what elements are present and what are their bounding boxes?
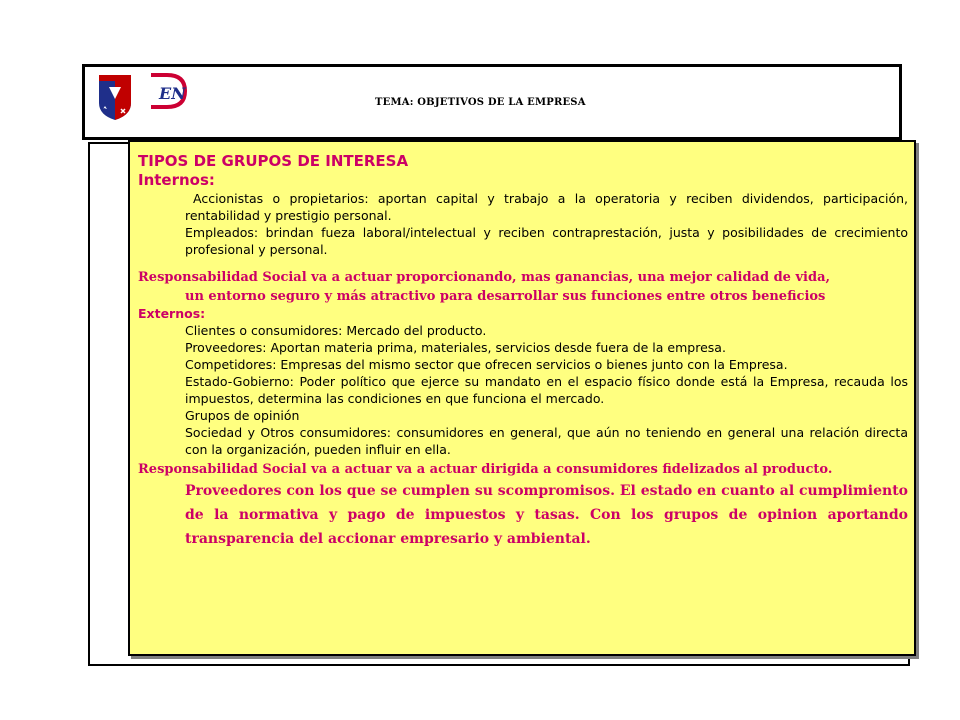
content-body xyxy=(138,152,908,551)
resp1-line1: Responsabilidad Social va a actuar proporcionando, mas ganancias, una mejor calidad de vida, xyxy=(138,270,831,285)
svg-text:EN: EN xyxy=(159,84,186,103)
responsabilidad-internos xyxy=(138,268,908,306)
school-shield-logo xyxy=(97,73,133,121)
content-box xyxy=(128,140,916,656)
internos-item-accionistas: Accionistas o propietarios: aportan capital y trabajo a la operatoria y reciben dividendos, participación, rentabilidad y prestigio personal. xyxy=(185,191,908,223)
externos-item-sociedad: Sociedad y Otros consumidores: consumidores en general, que aún no teniendo en general una relación directa con la organización, pueden influir en ella. xyxy=(185,425,908,457)
externos-item-grupos: Grupos de opinión xyxy=(185,408,300,423)
externos-item-clientes: Clientes o consumidores: Mercado del producto. xyxy=(185,323,487,338)
externos-item-proveedores: Proveedores: Aportan materia prima, materiales, servicios desde fuera de la empresa. xyxy=(185,340,726,355)
resp2-line1: Responsabilidad Social va a actuar va a actuar dirigida a consumidores fidelizados al producto. xyxy=(138,462,833,477)
internos-item-empleados: Empleados: brindan fueza laboral/intelectual y reciben contraprestación, justa y posibilidades de crecimiento profesional y personal. xyxy=(185,225,908,257)
externos-item-estado: Estado-Gobierno: Poder político que ejerce su mandato en el espacio físico donde está la Empresa, recauda los impuestos, determina las condiciones en que funciona el mercado. xyxy=(185,374,908,406)
resp1-line2: un entorno seguro y más atractivo para desarrollar sus funciones entre otros beneficios xyxy=(185,289,826,304)
escuela-negocios-logo xyxy=(145,71,201,123)
header-box xyxy=(82,64,902,140)
section-title: TIPOS DE GRUPOS DE INTERESA xyxy=(138,152,409,170)
responsabilidad-externos xyxy=(138,460,908,551)
header-title: TEMA: OBJETIVOS DE LA EMPRESA xyxy=(375,97,586,108)
internos-label: Internos: xyxy=(138,171,215,189)
externos-label: Externos: xyxy=(138,306,206,321)
resp2-line2: Proveedores con los que se cumplen su scompromisos. El estado en cuanto al cumplimiento de la normativa y pago de impuestos y tasas. Con los grupos de opinion aportando transparencia del accionar empresario y ambiental. xyxy=(185,483,908,547)
externos-item-competidores: Competidores: Empresas del mismo sector que ofrecen servicios o bienes junto con la Empresa. xyxy=(185,357,788,372)
